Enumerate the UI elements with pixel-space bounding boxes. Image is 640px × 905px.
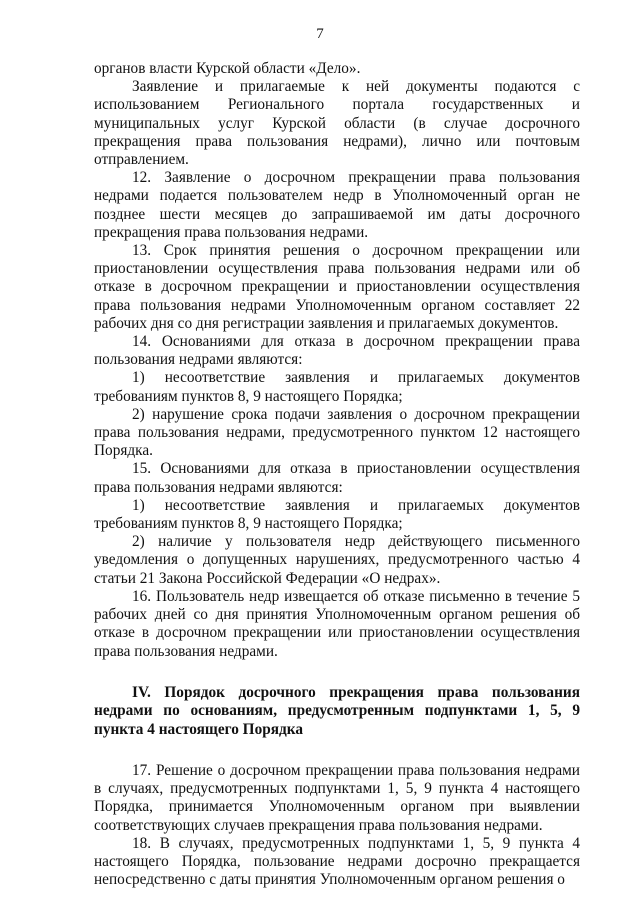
paragraph-13: 13. Срок принятия решения о досрочном прекращении или приостановлении осуществления права пользования недрами или об отказе в досрочном прекращении и приостановлении осуществления права пользования недрами Уполномоченным органом составляет 22 рабочих дня со дня регистрации заявления и прилагаемых документов. [94, 242, 580, 332]
paragraph-16: 16. Пользователь недр извещается об отказе письменно в течение 5 рабочих дней со дня принятия Уполномоченным органом решения об отказе в досрочном прекращении или приостановлении осуществления права пользования недрами. [94, 587, 580, 660]
paragraph-15-item-1: 1) несоответствие заявления и прилагаемых документов требованиям пунктов 8, 9 настоящего Порядка; [94, 496, 580, 533]
paragraph-15-item-2: 2) наличие у пользователя недр действующего письменного уведомления о допущенных нарушениях, предусмотренного частью 4 статьи 21 Закона Российской Федерации «О недрах». [94, 533, 580, 587]
paragraph-14-item-1: 1) несоответствие заявления и прилагаемых документов требованиям пунктов 8, 9 настоящего Порядка; [94, 369, 580, 405]
paragraph-18: 18. В случаях, предусмотренных подпунктами 1, 5, 9 пункта 4 настоящего Порядка, пользование недрами досрочно прекращается непосредственно с даты принятия Уполномоченным органом решения о [94, 834, 580, 889]
page-number: 7 [316, 26, 324, 42]
paragraph-15: 15. Основаниями для отказа в приостановлении осуществления права пользования недрами являются: [94, 460, 580, 496]
paragraph-14: 14. Основаниями для отказа в досрочном прекращении права пользования недрами являются: [94, 333, 580, 369]
paragraph-submission-methods: Заявление и прилагаемые к ней документы подаются с использованием Регионального портала государственных и муниципальных услуг Курской области (в случае досрочного прекращения права пользования недрами), лично или почтовым отправлением. [94, 78, 580, 169]
section-heading: IV. Порядок досрочного прекращения права пользования недрами по основаниям, предусмотренным подпунктами 1, 5, 9 пункта 4 настоящего Порядка [94, 683, 580, 738]
document-body [94, 60, 580, 889]
paragraph-12: 12. Заявление о досрочном прекращении права пользования недрами подается пользователем недр в Уполномоченный орган не позднее шести месяцев до запрашиваемой им даты досрочного прекращения права пользования недрами. [94, 169, 580, 241]
paragraph-17: 17. Решение о досрочном прекращении права пользования недрами в случаях, предусмотренных подпунктами 1, 5, 9 пункта 4 настоящего Порядка, принимается Уполномоченным органом при выявлении соответствующих случаев прекращения права пользования недрами. [94, 761, 580, 834]
paragraph-continuation: органов власти Курской области «Дело». [94, 60, 361, 77]
paragraph-14-item-2: 2) нарушение срока подачи заявления о досрочном прекращении права пользования недрами, предусмотренного пунктом 12 настоящего Порядка. [94, 405, 580, 460]
